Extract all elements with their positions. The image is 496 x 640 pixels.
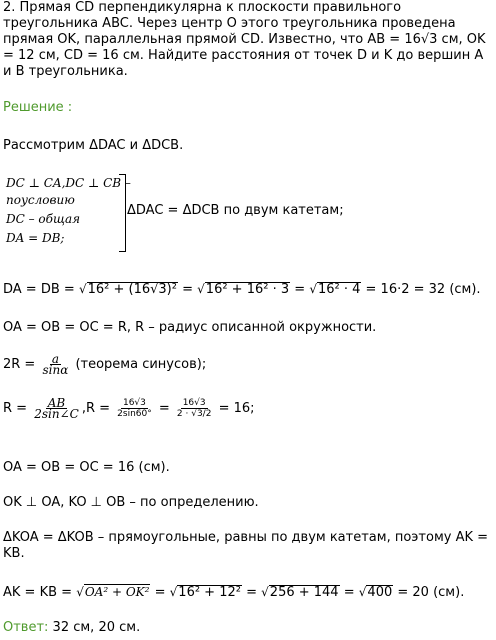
r-fraction-1-num: AB [47, 396, 66, 410]
answer-value: 32 см, 20 см. [48, 620, 141, 635]
ak-radicand-4: 400 [367, 585, 393, 600]
system-line-3: DC – общая [6, 212, 81, 226]
system-line-2: поусловию [6, 193, 75, 207]
da-db-left: DA = DB = [3, 282, 75, 297]
ak-kb-line: AK = KB = √OA² + OK² = √16² + 12² = √256 + 144 = √400 = 20 (см). [3, 585, 465, 600]
triangles-equal-line: ΔKOA = ΔKOB – прямоугольные, равны по двум катетам, поэтому AK = KB. [3, 530, 489, 561]
r-result: = 16; [218, 401, 255, 416]
answer-label: Ответ: [3, 620, 49, 635]
da-db-radicand-3: 16² · 4 [317, 282, 361, 297]
ak-radicand-2: 16² + 12² [178, 585, 241, 600]
two-r-line [3, 354, 206, 375]
r-fraction-2 [115, 398, 154, 419]
circumradius-line: OA = OB = OC = R, R – радиус описанной окружности. [3, 320, 377, 335]
r-left: R = [3, 401, 28, 416]
da-db-radicand-1: 16² + (16√3)² [87, 282, 177, 297]
solution-label: Решение : [3, 100, 73, 115]
da-db-result: = 16·2 = 32 (см). [365, 282, 481, 297]
sqrt-symbol-4: √ [76, 585, 84, 599]
r-fraction-1 [32, 398, 81, 419]
sine-fraction [40, 354, 70, 375]
sqrt-symbol-2: √ [197, 282, 205, 296]
da-db-radicand-2: 16² + 16² · 3 [205, 282, 290, 297]
sine-fraction-num: a [51, 352, 59, 366]
sqrt-symbol-1: √ [78, 282, 87, 296]
consider-line: Рассмотрим ΔDAC и ΔDCB. [3, 138, 184, 153]
r-fraction-2-den: 2sin60° [117, 409, 152, 419]
answer-line [3, 620, 140, 635]
r-fraction-2-num: 16√3 [122, 398, 146, 408]
r-fraction-3-num: 16√3 [182, 398, 206, 408]
r-mid: ,R = [81, 401, 111, 416]
ak-radicand-1: OA² + OK² [84, 585, 150, 599]
radius-value-line: OA = OB = OC = 16 (см). [3, 460, 170, 475]
ak-kb-left: AK = KB = [3, 585, 73, 600]
ak-result: = 20 (см). [397, 585, 465, 600]
r-fraction-1-den: 2sin∠C [34, 407, 79, 421]
system-conclusion: ΔDAC = ΔDCB по двум катетам; [127, 203, 344, 218]
perpendicular-line: OK ⊥ OA, KO ⊥ OB – по определению. [3, 495, 259, 510]
system-line-1: DC ⊥ CA,DC ⊥ CB – [6, 176, 131, 190]
sqrt-symbol-3: √ [309, 282, 317, 296]
ak-radicand-3: 256 + 144 [269, 585, 339, 600]
sqrt-symbol-7: √ [358, 585, 367, 599]
sqrt-symbol-6: √ [261, 585, 269, 599]
system-line-4: DA = DB; [6, 231, 65, 245]
problem-statement: 2. Прямая CD перпендикулярна к плоскости правильного треугольника ABC. Через центр O этого треугольника проведена прямая OK, параллельная прямой CD. Известно, что AB = 16√3 см, OK = 12 см, CD = 16 см. Найдите расстояния от точек D и K до вершин A и B треугольника. [3, 0, 486, 79]
r-fraction-3-den: 2 · √3/2 [176, 409, 212, 419]
system-brace [119, 174, 126, 252]
sqrt-symbol-5: √ [169, 585, 178, 599]
r-line: R = $\frac{AB}{2\sin\angle C}$ ,R = $\frac{16√3}{2\sin 60^\circ}$ = $\frac{16√3}{2 \cdot √3/2}$ = 16; [3, 396, 255, 421]
two-r-left: 2R = [3, 357, 36, 372]
sine-theorem-note: (теорема синусов); [75, 357, 207, 372]
sine-fraction-den: sinα [42, 363, 69, 377]
r-fraction-3 [175, 398, 214, 419]
da-db-line: DA = DB = √16² + (16√3)² = √16² + 16² · 3 = √16² · 4 = 16·2 = 32 (см). [3, 282, 481, 297]
